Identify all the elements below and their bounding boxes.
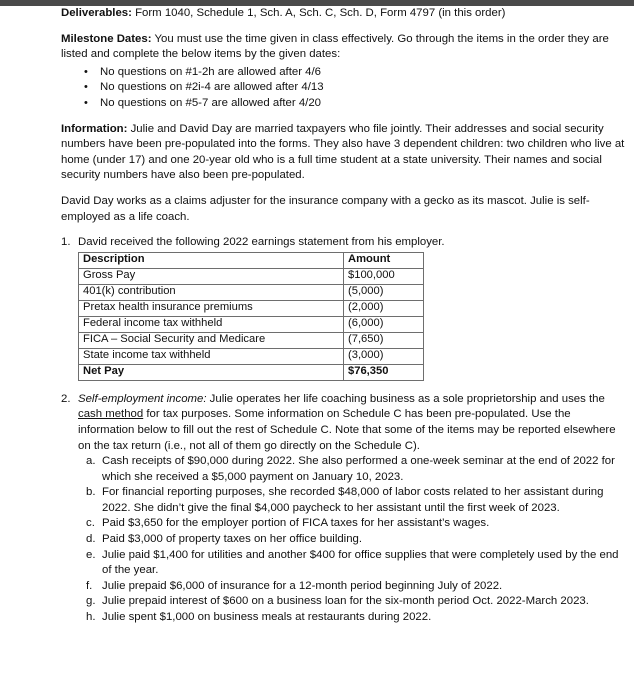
earnings-statement-table — [78, 252, 424, 381]
deliverables-text: Form 1040, Schedule 1, Sch. A, Sch. C, Sch. D, Form 4797 (in this order) — [131, 7, 506, 19]
cell-description: FICA – Social Security and Medicare — [79, 332, 344, 348]
subitem-marker: c. — [86, 517, 95, 530]
item-2-intro-part2: for tax purposes. Some information on Schedule C has been pre-populated. Use the information below to fill out the rest of Schedule C. Note that some of the items may be reported elsewhere on the tax return (i.e., not all of them go directly on the Schedule C). — [78, 408, 616, 452]
cell-description: Federal income tax withheld — [79, 316, 344, 332]
milestone-bullet-list — [61, 65, 626, 112]
subitem-marker: e. — [86, 548, 96, 561]
deliverables-label: Deliverables: — [61, 7, 132, 19]
list-item-label: No questions on #1-2h are allowed after 4/6 — [100, 65, 321, 78]
table-row — [79, 268, 424, 284]
cash-method-underlined: cash method — [78, 408, 144, 421]
item-2-marker: 2. — [61, 392, 71, 405]
cell-description: Net Pay — [79, 364, 344, 380]
deliverables-paragraph — [61, 6, 626, 22]
table-row — [79, 348, 424, 364]
table-row — [79, 284, 424, 300]
bullet-icon: • — [84, 96, 88, 109]
cell-amount: (3,000) — [344, 348, 424, 364]
subitem-marker: f. — [86, 579, 93, 592]
employment-paragraph: David Day works as a claims adjuster for the insurance company with a gecko as its mascot. Julie is self-employed as a life coach. — [61, 194, 590, 223]
milestone-label: Milestone Dates: — [61, 32, 152, 45]
cell-description: 401(k) contribution — [79, 284, 344, 300]
subitem-text: Julie prepaid $6,000 of insurance for a 12-month period beginning July of 2022. — [102, 579, 503, 592]
item-1-text: David received the following 2022 earnings statement from his employer. — [78, 236, 445, 249]
subitem-text: Paid $3,000 of property taxes on her office building. — [102, 533, 363, 546]
milestone-text: You must use the time given in class effectively. Go through the items in the order they are listed and complete the below items by the given dates: — [61, 32, 609, 61]
item-1-marker: 1. — [61, 236, 71, 249]
subitem-text: Cash receipts of $90,000 during 2022. She also performed a one-week seminar at the end of 2022 for which she received a $5,000 payment on January 10, 2023. — [102, 455, 615, 483]
cell-amount: (5,000) — [344, 284, 424, 300]
cell-amount: $100,000 — [344, 268, 424, 284]
information-label: Information: — [61, 122, 128, 135]
list-item — [61, 594, 626, 610]
subitem-marker: g. — [86, 595, 96, 608]
bullet-icon: • — [84, 65, 88, 78]
subitem-text: Paid $3,650 for the employer portion of FICA taxes for her assistant’s wages. — [102, 517, 490, 530]
list-item-label: No questions on #2i-4 are allowed after 4/13 — [100, 81, 324, 94]
list-item — [61, 579, 626, 595]
list-item — [61, 610, 626, 626]
cell-amount: (7,650) — [344, 332, 424, 348]
item-2-intro-part1: Julie operates her life coaching business as a sole proprietorship and uses the — [206, 392, 605, 405]
subitem-text: Julie prepaid interest of $600 on a business loan for the six-month period Oct. 2022-March 2023. — [102, 595, 589, 608]
subitem-text: For financial reporting purposes, she recorded $48,000 of labor costs related to her assistant during 2022. She didn’t give the final $4,000 paycheck to her assistant until the first week of 2023. — [102, 486, 604, 514]
cell-description: Pretax health insurance premiums — [79, 300, 344, 316]
table-row — [79, 316, 424, 332]
subitem-text: Julie paid $1,400 for utilities and another $400 for office supplies that were completely used by the end of the year. — [102, 548, 619, 577]
list-item — [61, 96, 626, 112]
list-item — [61, 65, 626, 81]
table-total-row — [79, 364, 424, 380]
list-item — [61, 485, 626, 516]
list-item — [61, 532, 626, 548]
item-2-italic-lead: Self-employment income: — [78, 392, 207, 405]
cell-amount: (2,000) — [344, 300, 424, 316]
numbered-item-2 — [61, 392, 626, 454]
table-row — [79, 300, 424, 316]
bullet-icon: • — [84, 81, 88, 94]
column-header-amount: Amount — [344, 252, 424, 268]
item-2-subitem-list — [61, 454, 626, 626]
column-header-description: Description — [79, 252, 344, 268]
subitem-marker: a. — [86, 455, 96, 468]
list-item — [61, 548, 626, 579]
subitem-marker: d. — [86, 533, 96, 546]
section-spacer — [61, 381, 626, 392]
subitem-marker: b. — [86, 486, 96, 499]
information-text: Julie and David Day are married taxpayers who file jointly. Their addresses and social security numbers have been pre-populated into the forms. They also have 3 dependent children: two children who live at home (under 17) and one 20-year old who is a full time student at a state university. Their names and social security numbers have also been pre-populated. — [61, 122, 625, 182]
list-item — [61, 80, 626, 96]
list-item — [61, 516, 626, 532]
item-2-text — [78, 392, 626, 454]
content-column — [61, 6, 626, 626]
cell-description: Gross Pay — [79, 268, 344, 284]
subitem-text: Julie spent $1,000 on business meals at restaurants during 2022. — [102, 611, 432, 624]
information-paragraph — [61, 122, 626, 184]
document-body — [0, 6, 634, 626]
numbered-item-1 — [61, 235, 626, 251]
cell-amount: $76,350 — [344, 364, 424, 380]
cell-amount: (6,000) — [344, 316, 424, 332]
subitem-marker: h. — [86, 611, 96, 624]
table-row — [79, 332, 424, 348]
cell-description: State income tax withheld — [79, 348, 344, 364]
milestone-paragraph — [61, 32, 626, 63]
list-item-label: No questions on #5-7 are allowed after 4/20 — [100, 96, 321, 109]
table-header-row — [79, 252, 424, 268]
list-item — [61, 454, 626, 485]
